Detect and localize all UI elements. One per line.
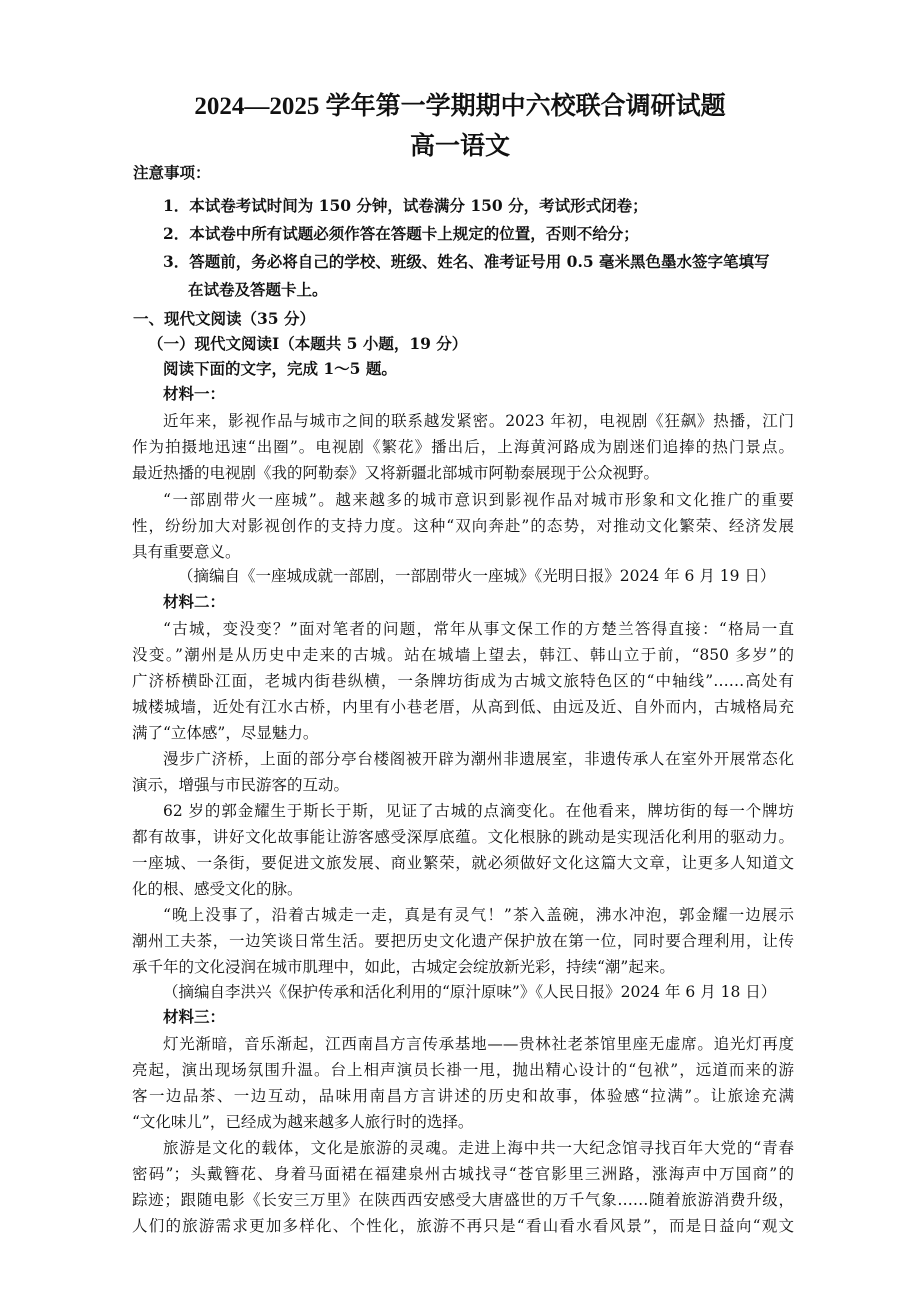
paragraph-line: 潮州工夫茶，一边笑谈日常生活。要把历史文化遗产保护放在第一位，同时要合理利用，让传 [132,932,794,950]
paragraph-line: 人们的旅游需求更加多样化、个性化，旅游不再只是“看山看水看风景”，而是日益向“观文 [132,1217,794,1235]
material2-label: 材料二： [163,592,226,611]
paragraph-line: 踪迹；跟随电影《长安三万里》在陕西西安感受大唐盛世的万千气象……随着旅游消费升级， [132,1191,794,1209]
paragraph-line: “文化味儿”，已经成为越来越多人旅行时的选择。 [132,1113,474,1131]
paragraph-line: “一部剧带火一座城”。越来越多的城市意识到影视作品对城市形象和文化推广的重要 [163,491,794,509]
section-heading: 一、现代文阅读（35 分） [133,309,315,328]
paragraph-line: “古城，变没变？”面对笔者的问题，常年从事文保工作的方楚兰答得直接：“格局一直 [163,620,794,638]
exam-subject: 高一语文 [409,133,510,160]
material1-source: （摘编自《一座城成就一部剧，一部剧带火一座城》《光明日报》2024 年 6 月 19 日） [178,567,776,585]
paragraph-line: 广济桥横卧江面，老城内街巷纵横，一条牌坊街成为古城文旅特色区的“中轴线”……高处有 [132,672,794,690]
paragraph-line: 亮起，演出现场氛围升温。台上相声演员长褂一甩，抛出精心设计的“包袱”，远道而来的游 [132,1061,794,1079]
material1-label: 材料一： [163,384,226,403]
paragraph-line: 漫步广济桥，上面的部分亭台楼阁被开辟为潮州非遗展室，非遗传承人在室外开展常态化 [163,750,794,768]
paragraph-line: 最近热播的电视剧《我的阿勒泰》又将新疆北部城市阿勒泰展现于公众视野。 [132,464,660,482]
material3-label: 材料三： [163,1007,226,1026]
paragraph-line: 性，纷纷加大对影视创作的支持力度。这种“双向奔赴”的态势，对推动文化繁荣、经济发展 [132,517,794,535]
notice-heading: 注意事项： [133,163,211,182]
paragraph-line: 都有故事，讲好文化故事能让游客感受深厚底蕴。文化根脉的跳动是实现活化利用的驱动力。 [132,828,794,846]
exam-title: 2024—2025 学年第一学期期中六校联合调研试题 [194,93,726,120]
paragraph-line: 城楼城墙，近处有江水古桥，内里有小巷老厝，从高到低、由远及近、自外而内，古城格局充 [132,698,794,716]
paragraph-line: 密码”；头戴簪花、身着马面裙在福建泉州古城找寻“苍官影里三洲路，涨海声中万国商”的 [132,1165,794,1183]
paragraph-line: 近年来，影视作品与城市之间的联系越发紧密。2023 年初，电视剧《狂飙》热播，江门 [163,412,794,430]
paragraph-line: 一座城、一条街，要促进文旅发展、商业繁荣，就必须做好文化这篇大文章，让更多人知道文 [132,854,794,872]
paragraph-line: “晚上没事了，沿着古城走一走，真是有灵气！”茶入盖碗，沸水冲泡，郭金耀一边展示 [163,906,794,924]
paragraph-line: 具有重要意义。 [132,543,241,561]
paragraph-line: 作为拍摄地迅速“出圈”。电视剧《繁花》播出后，上海黄河路成为剧迷们追捧的热门景点。 [132,438,794,456]
sub-section-heading: （一）现代文阅读Ⅰ（本题共 5 小题，19 分） [148,334,468,353]
paragraph-line: 旅游是文化的载体，文化是旅游的灵魂。走进上海中共一大纪念馆寻找百年大党的“青春 [163,1139,794,1157]
paragraph-line: 灯光渐暗，音乐渐起，江西南昌方言传承基地——贵林社老茶馆里座无虚席。追光灯再度 [163,1035,794,1053]
paragraph-line: 演示，增强与市民游客的互动。 [132,776,350,794]
paragraph-line: 客一边品茶、一边互动，品味用南昌方言讲述的历史和故事，体验感“拉满”。让旅途充满 [132,1087,794,1105]
notice-item-2: 2．本试卷中所有试题必须作答在答题卡上规定的位置，否则不给分； [163,224,639,243]
reading-instruction: 阅读下面的文字，完成 1～5 题。 [163,359,397,378]
paragraph-line: 满了“立体感”，尽显魅力。 [132,724,319,742]
notice-item-1: 1．本试卷考试时间为 150 分钟，试卷满分 150 分，考试形式闭卷； [163,196,648,215]
notice-item-3: 3．答题前，务必将自己的学校、班级、姓名、准考证号用 0.5 毫米黑色墨水签字笔填写 [163,252,770,271]
paragraph-line: 62 岁的郭金耀生于斯长于斯，见证了古城的点滴变化。在他看来，牌坊街的每一个牌坊 [163,802,794,820]
notice-item-3-cont: 在试卷及答题卡上。 [188,280,328,299]
paragraph-line: 化的根、感受文化的脉。 [132,880,303,898]
material2-source: （摘编自李洪兴《保护传承和活化利用的“原汁原味”》《人民日报》2024 年 6 月 18 日） [163,983,777,1001]
paragraph-line: 没变。”潮州是从历史中走来的古城。站在城墙上望去，韩江、韩山立于前，“850 多岁”的 [132,646,794,664]
paragraph-line: 承千年的文化浸润在城市肌理中，如此，古城定会绽放新光彩，持续“潮”起来。 [132,958,675,976]
